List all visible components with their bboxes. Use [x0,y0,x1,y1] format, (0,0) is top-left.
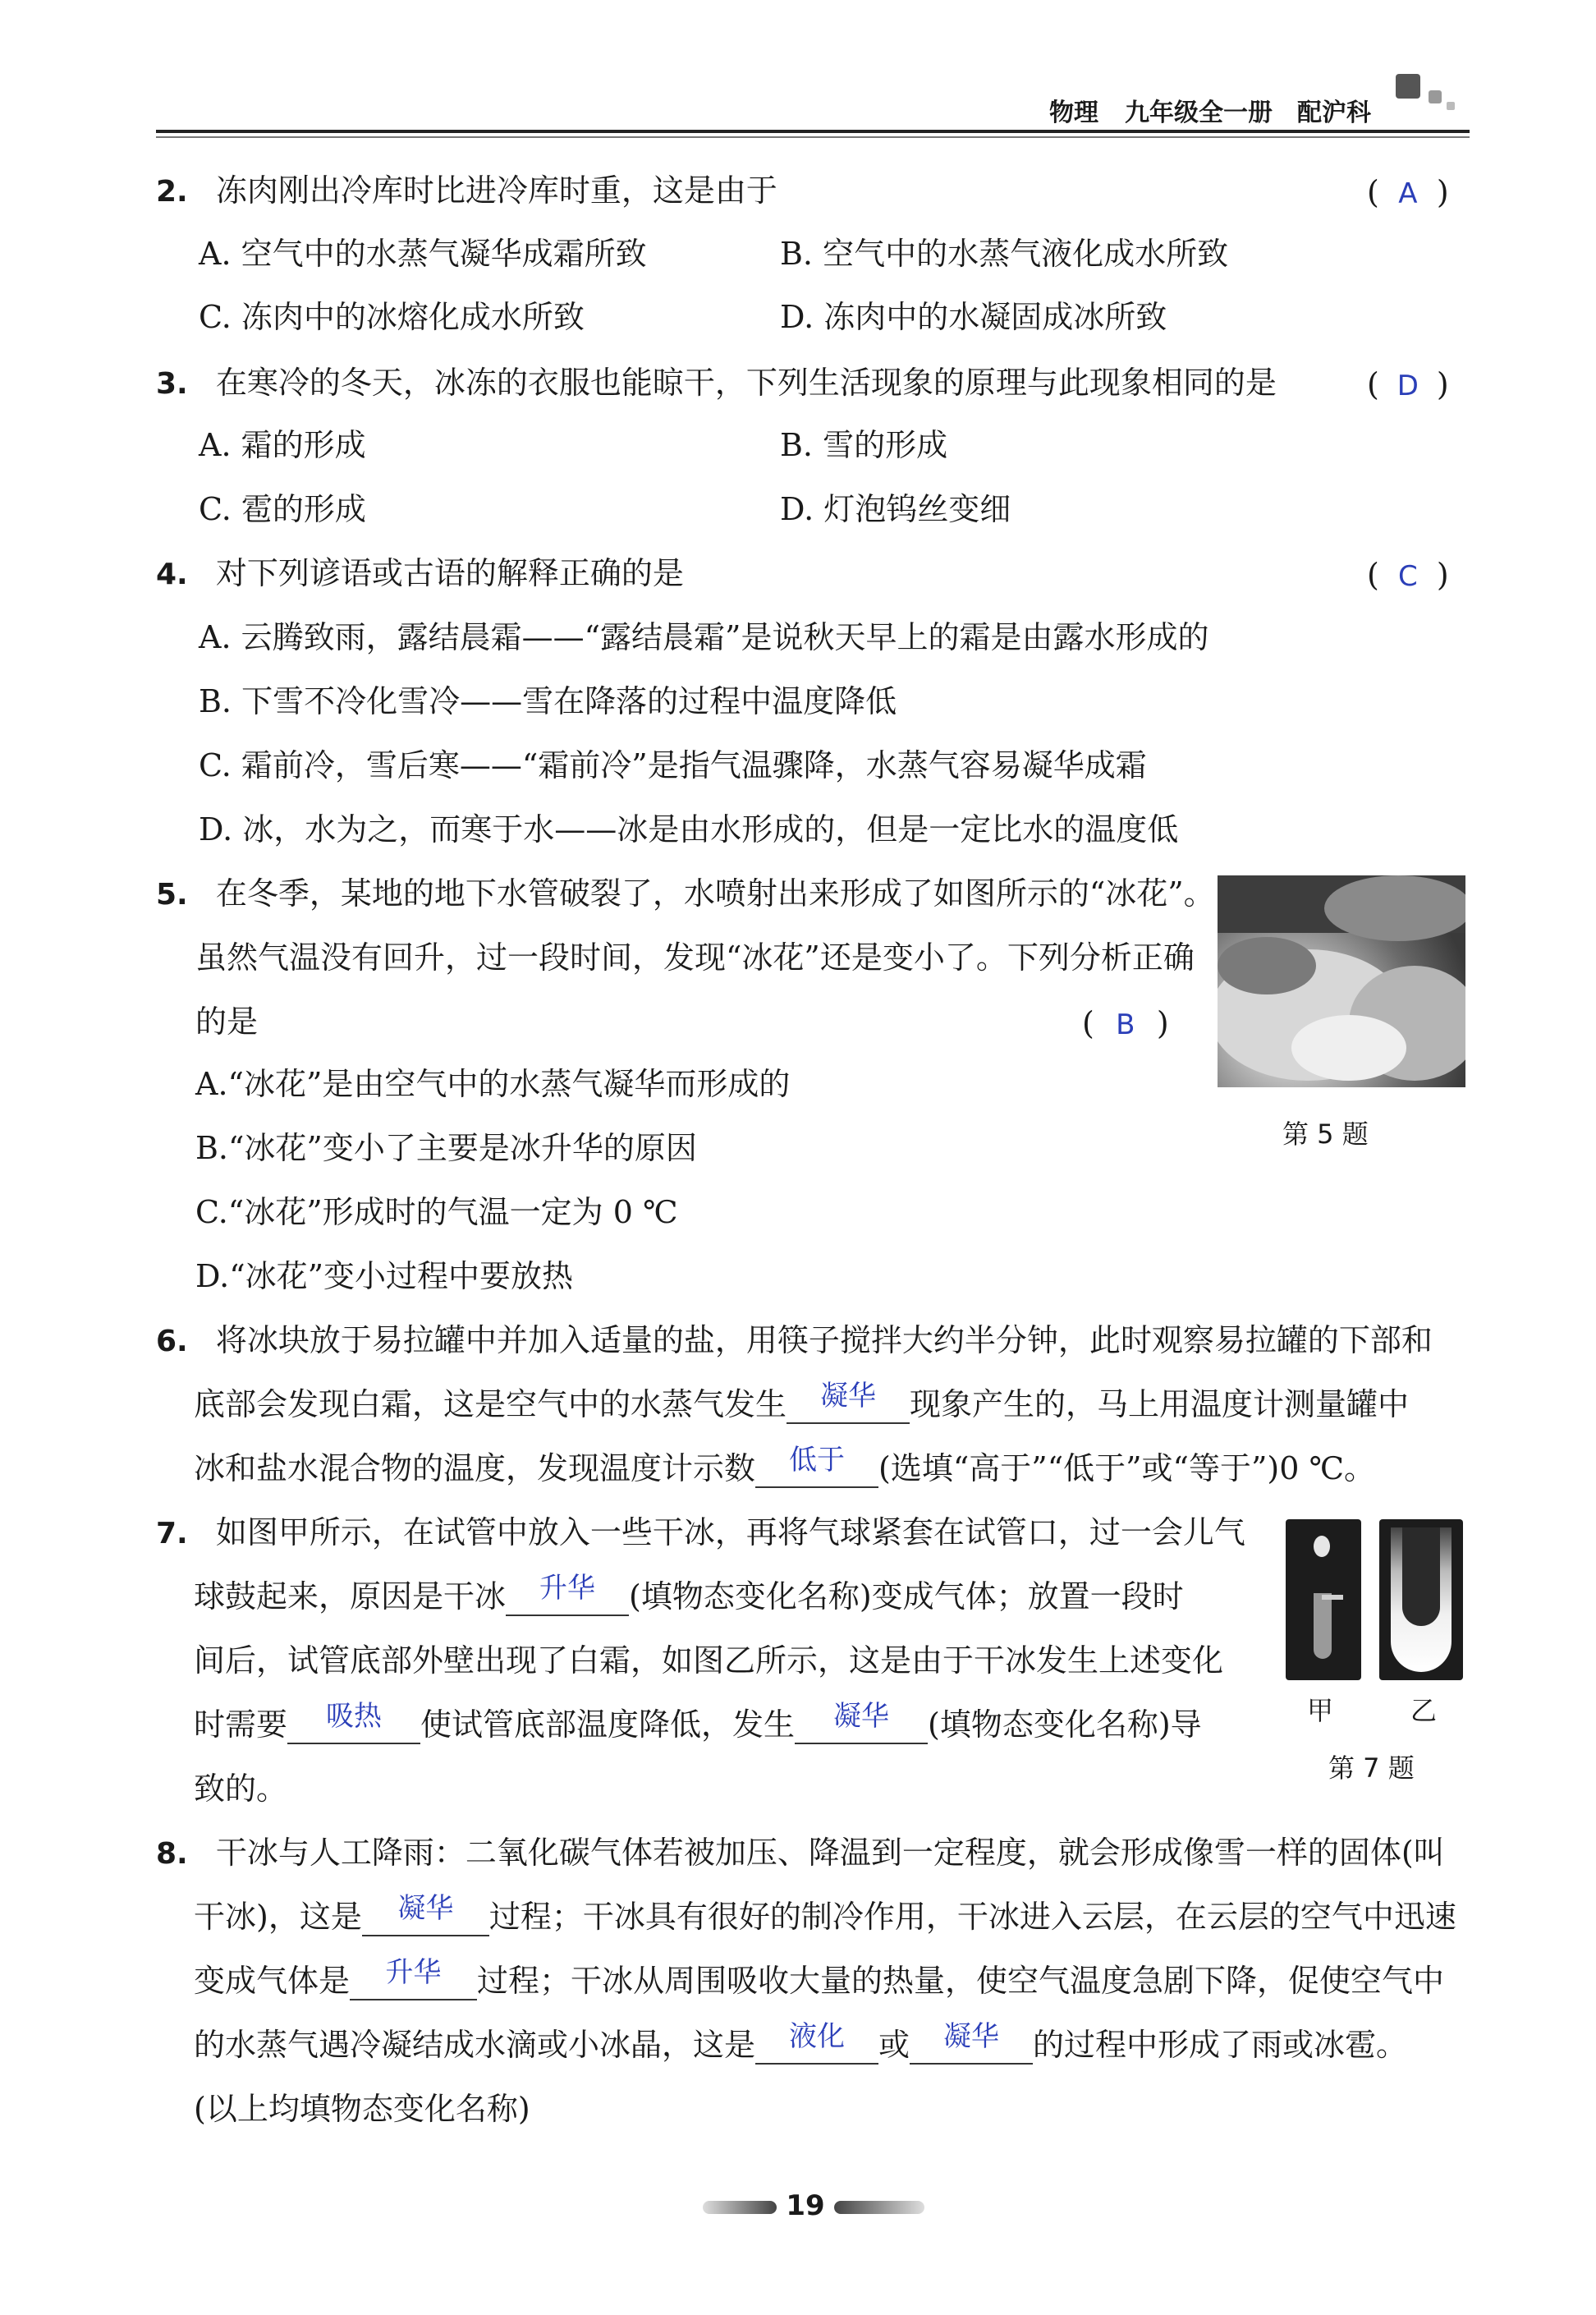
q2-option-c: C. 冻肉中的冰熔化成水所致 [199,299,585,335]
q5-line-2: 虽然气温没有回升，过一段时间，发现“冰花”还是变小了。下列分析正确 [195,939,1195,976]
q6-line-3 [194,1444,1375,1488]
q5-option-a: A.“冰花”是由空气中的水蒸气凝华而形成的 [195,1066,791,1102]
ice-flower-texture [1218,875,1465,1087]
q5-option-d: D.“冰花”变小过程中要放热 [195,1258,574,1294]
q4-option-c: C. 霜前冷，雪后寒——“霜前冷”是指气温骤降，水蒸气容易凝华成霜 [199,747,1147,783]
q2-option-d: D. 冻肉中的水凝固成冰所致 [780,299,1167,335]
tube-interior-icon [1402,1527,1440,1626]
q4-stem-text: 对下列谚语或古语的解释正确的是 [215,555,684,591]
q8-text-3a: 变成气体是 [194,1963,351,1999]
q7-line-2 [194,1572,1184,1616]
q4-stem [156,553,684,595]
q7-text-4b: 使试管底部温度降低，发生 [420,1706,796,1743]
page-number: 19 [786,2189,825,2222]
q5-ice-flower-photo [1218,875,1465,1087]
q7-line-3: 间后，试管底部外壁出现了白霜，如图乙所示，这是由于干冰发生上述变化 [194,1642,1224,1679]
q8-blank-3-answer: 液化 [789,2020,846,2053]
q3-stem-text: 在寒冷的冬天，冰冻的衣服也能晾干，下列生活现象的原理与此现象相同的是 [215,365,1277,401]
q4-number: 4. [156,558,188,591]
q6-line-1 [156,1321,1433,1362]
q3-option-a: A. 霜的形成 [199,427,366,463]
q7-text-2a: 球鼓起来，原因是干冰 [194,1578,507,1615]
q7-line-4 [194,1700,1202,1744]
header-subject: 物理 [1049,99,1098,127]
q8-text-4b: 或 [878,2027,910,2063]
q6-text-2b: 现象产生的，马上用温度计测量罐中 [910,1386,1410,1422]
header-rule-thin [156,136,1470,138]
clamp-icon [1322,1595,1343,1600]
q5-answer: B [1116,1008,1135,1041]
q5-answer-paren: ( B ) [1082,1004,1169,1045]
q2-option-b: B. 空气中的水蒸气液化成水所致 [780,236,1229,272]
q7-text-4a: 时需要 [194,1706,288,1743]
q5-line-1 [156,874,1215,915]
q5-line-3: 的是 [195,1004,259,1040]
q8-blank-4-answer: 凝华 [943,2020,1000,2053]
q2-stem-text: 冻肉刚出冷库时比进冷库时重，这是由于 [215,172,777,209]
q6-text-3a: 冰和盐水混合物的温度，发现温度计示数 [194,1450,756,1486]
q2-stem [156,171,777,212]
q6-text-3b: (选填“高于”“低于”或“等于”)0 ℃。 [878,1450,1375,1486]
q5-number: 5. [156,878,188,912]
q3-stem [156,363,1277,404]
header-square-icon [1396,74,1420,99]
q8-text-2a: 干冰)，这是 [194,1899,362,1935]
q6-text-1: 将冰块放于易拉罐中并加入适量的盐，用筷子搅拌大约半分钟，此时观察易拉罐的下部和 [215,1322,1433,1358]
q7-blank-2-answer: 吸热 [326,1700,383,1733]
q8-blank-3 [755,2020,878,2065]
q2-number: 2. [156,175,188,209]
q8-text-3b: 过程；干冰从周围吸收大量的热量，使空气温度急剧下降，促使空气中 [477,1963,1445,1999]
q6-blank-1 [787,1380,910,1424]
test-tube-icon [1314,1593,1332,1659]
header-square-tiny-icon [1447,102,1455,110]
q8-blank-2-answer: 升华 [385,1956,442,1989]
q4-option-b: B. 下雪不冷化雪冷——雪在降落的过程中温度降低 [199,683,897,719]
q7-caption: 第 7 题 [1328,1752,1415,1784]
q7-blank-1-answer: 升华 [539,1572,596,1605]
q8-blank-1 [362,1892,489,1936]
q4-answer: C [1397,560,1418,593]
q6-number: 6. [156,1325,188,1358]
q5-caption: 第 5 题 [1282,1118,1369,1150]
q7-blank-2 [287,1700,420,1744]
header-grade: 九年级全一册 [1125,99,1273,127]
q7-text-4c: (填物态变化名称)导 [928,1706,1202,1743]
page-header [0,0,1596,164]
q8-line-5: (以上均填物态变化名称) [194,2091,530,2127]
q3-number: 3. [156,367,188,401]
q8-line-4 [194,2020,1408,2065]
q5-option-c: C.“冰花”形成时的气温一定为 0 ℃ [195,1194,678,1230]
q8-blank-4 [910,2020,1033,2065]
q2-option-a: A. 空气中的水蒸气凝华成霜所致 [199,236,647,272]
q5-text-1: 在冬季，某地的地下水管破裂了，水喷射出来形成了如图所示的“冰花”。 [215,875,1215,912]
q7-figure-yi [1379,1519,1463,1680]
q8-text-1: 干冰与人工降雨：二氧化碳气体若被加压、降温到一定程度，就会形成像雪一样的固体(叫 [215,1835,1445,1871]
q4-option-d: D. 冰，水为之，而寒于水——冰是由水形成的，但是一定比水的温度低 [199,811,1179,847]
q6-blank-2-answer: 低于 [789,1444,846,1477]
q8-text-2b: 过程；干冰具有很好的制冷作用，干冰进入云层，在云层的空气中迅速 [488,1899,1456,1935]
footer-left-bar-icon [703,2201,777,2214]
q5-option-b: B.“冰花”变小了主要是冰升华的原因 [195,1130,697,1166]
q7-label-jia: 甲 [1307,1695,1334,1726]
q7-label-yi: 乙 [1410,1695,1438,1726]
q4-answer-paren: ( C ) [1367,555,1449,596]
q7-text-1: 如图甲所示，在试管中放入一些干冰，再将气球紧套在试管口，过一会儿气 [215,1514,1245,1550]
footer-right-bar-icon [834,2201,924,2214]
q3-answer: D [1396,370,1419,402]
q6-blank-2 [755,1444,878,1488]
q3-option-c: C. 雹的形成 [199,491,366,527]
q7-line-1 [156,1513,1245,1554]
header-rule [156,130,1470,133]
q8-text-4a: 的水蒸气遇冷凝结成水滴或小冰晶，这是 [194,2027,756,2063]
q8-line-1 [156,1833,1445,1874]
header-edition: 配沪科 [1297,99,1371,127]
q2-answer: A [1398,177,1418,210]
q3-option-b: B. 雪的形成 [780,427,948,463]
q8-number: 8. [156,1837,188,1871]
q8-line-3 [194,1956,1445,2000]
q7-figure-jia [1286,1519,1361,1680]
q8-blank-2 [350,1956,477,2000]
q2-answer-paren: ( A ) [1367,172,1449,214]
q6-line-2 [194,1380,1410,1424]
q7-text-2b: (填物态变化名称)变成气体；放置一段时 [629,1578,1184,1615]
q8-text-4c: 的过程中形成了雨或冰雹。 [1033,2027,1408,2063]
q8-line-2 [194,1892,1456,1936]
header-square-small-icon [1429,90,1442,103]
q3-answer-paren: ( D ) [1367,365,1449,406]
q7-blank-3-answer: 凝华 [833,1700,890,1733]
q7-blank-1 [506,1572,629,1616]
q8-blank-1-answer: 凝华 [397,1892,454,1925]
q7-blank-3 [795,1700,928,1744]
balloon-icon [1314,1536,1330,1557]
q7-line-5: 致的。 [194,1771,288,1807]
q4-option-a: A. 云腾致雨，露结晨霜——“露结晨霜”是说秋天早上的霜是由露水形成的 [199,619,1209,655]
q6-text-2a: 底部会发现白霜，这是空气中的水蒸气发生 [194,1386,787,1422]
q7-number: 7. [156,1517,188,1550]
q6-blank-1-answer: 凝华 [820,1380,877,1412]
q3-option-d: D. 灯泡钨丝变细 [780,491,1011,527]
